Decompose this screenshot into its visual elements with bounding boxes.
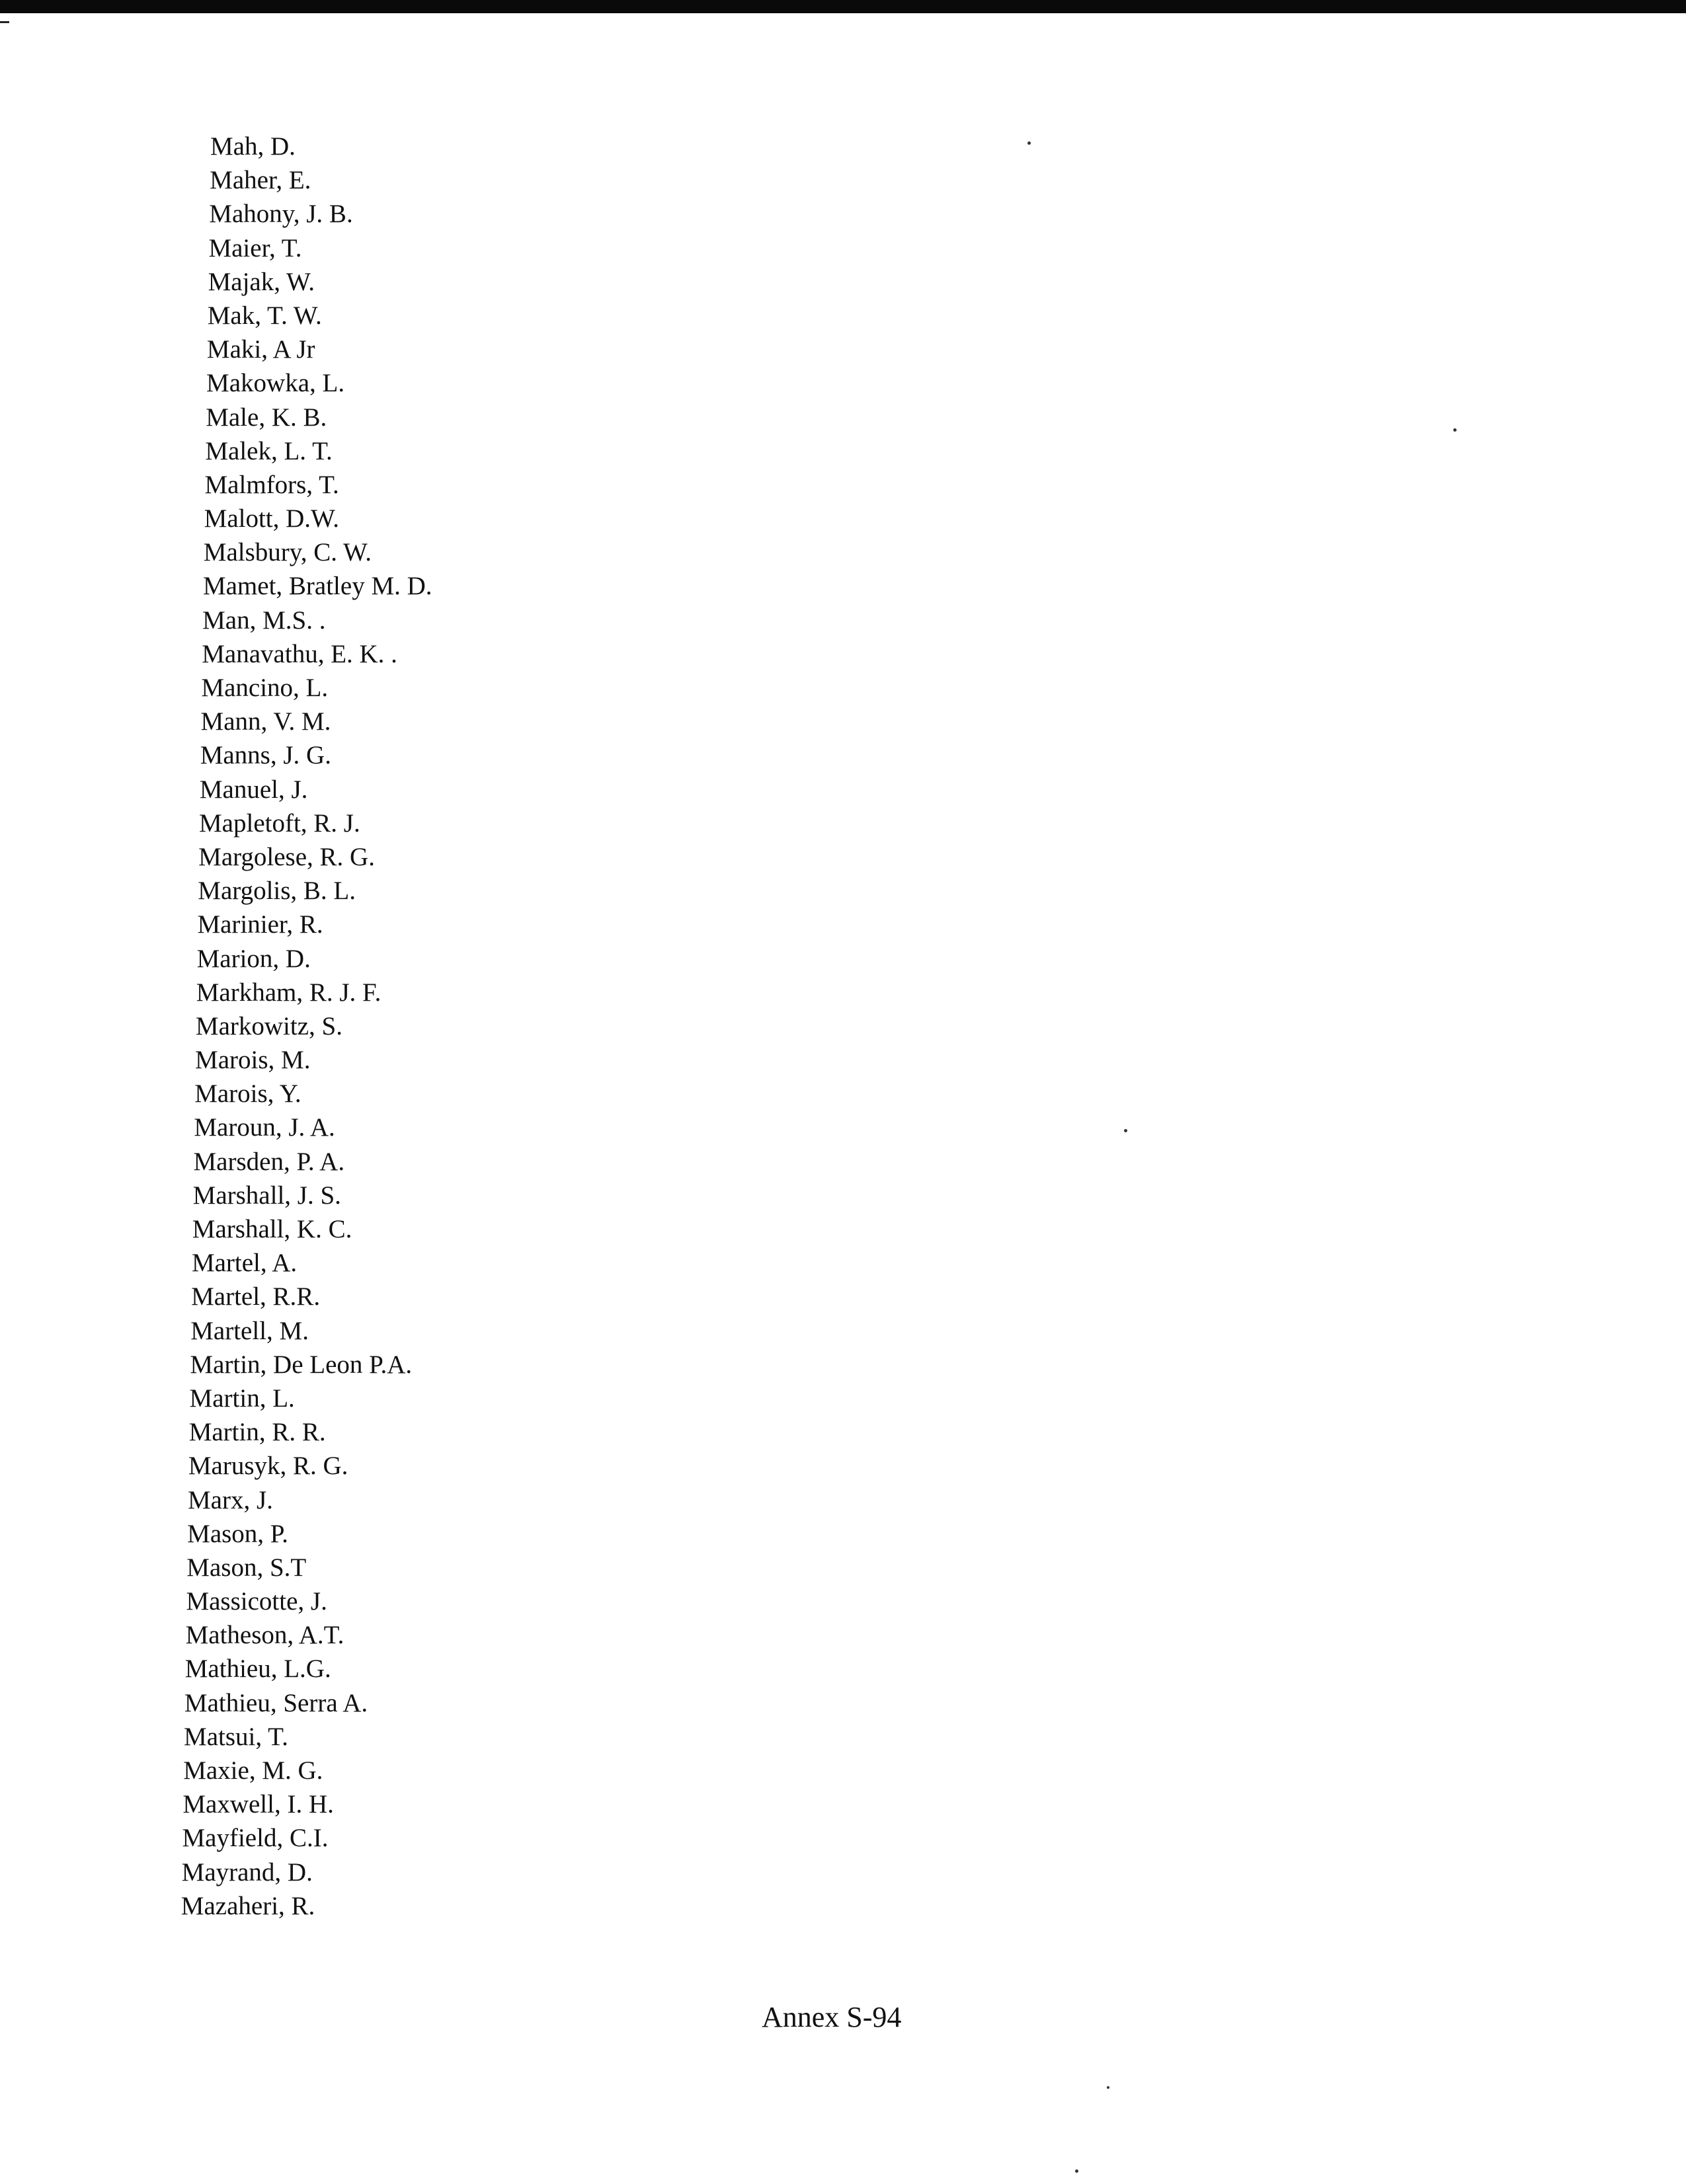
list-item: Manuel, J. xyxy=(199,775,308,804)
scan-speck xyxy=(1027,141,1031,145)
list-item: Mak, T. W. xyxy=(207,301,322,330)
list-item: Markham, R. J. F. xyxy=(196,978,381,1007)
list-item: Man, M.S. . xyxy=(202,605,326,635)
list-item: Marusyk, R. G. xyxy=(188,1452,348,1481)
list-item: Mason, S.T xyxy=(186,1553,307,1582)
list-item: Mamet, Bratley M. D. xyxy=(202,572,432,601)
list-item: Martin, R. R. xyxy=(188,1418,326,1447)
list-item: Mayfield, C.I. xyxy=(182,1824,329,1853)
list-item: Markowitz, S. xyxy=(195,1011,342,1040)
list-item: Marsden, P. A. xyxy=(193,1147,345,1176)
list-item: Mancino, L. xyxy=(201,674,329,702)
scan-speck xyxy=(1124,1129,1127,1132)
list-item: Martin, L. xyxy=(189,1384,295,1413)
list-item: Massicotte, J. xyxy=(186,1587,327,1616)
list-item: Mah, D. xyxy=(210,132,296,161)
list-item: Mason, P. xyxy=(187,1519,288,1548)
list-item: Manns, J. G. xyxy=(200,741,331,770)
list-item: Martell, M. xyxy=(190,1316,309,1345)
list-item: Malott, D.W. xyxy=(204,504,340,533)
list-item: Majak, W. xyxy=(208,267,315,296)
list-item: Malsbury, C. W. xyxy=(203,538,372,567)
list-item: Marx, J. xyxy=(188,1485,273,1514)
list-item: Marshall, K. C. xyxy=(192,1215,352,1243)
list-item: Maroun, J. A. xyxy=(194,1113,335,1142)
list-item: Marion, D. xyxy=(196,944,311,973)
list-item: Mathieu, L.G. xyxy=(184,1655,331,1684)
list-item: Martel, R.R. xyxy=(191,1282,321,1311)
list-item: Martel, A. xyxy=(191,1249,298,1278)
scan-speck xyxy=(1453,428,1457,432)
list-item: Male, K. B. xyxy=(206,403,327,432)
scan-corner-mark xyxy=(0,21,9,23)
list-item: Mahony, J. B. xyxy=(209,200,353,229)
list-item: Matheson, A.T. xyxy=(185,1621,344,1650)
list-item: Marois, Y. xyxy=(194,1079,301,1109)
list-item: Maki, A Jr xyxy=(206,335,315,364)
list-item: Marinier, R. xyxy=(197,910,323,939)
list-item: Marshall, J. S. xyxy=(192,1181,341,1210)
list-item: Malek, L. T. xyxy=(205,436,333,465)
list-item: Makowka, L. xyxy=(206,369,345,398)
list-item: Margolis, B. L. xyxy=(198,877,356,906)
list-item: Mazaheri, R. xyxy=(181,1891,315,1920)
list-item: Maxie, M. G. xyxy=(183,1756,323,1785)
list-item: Maher, E. xyxy=(210,166,311,195)
list-item: Maier, T. xyxy=(208,233,302,262)
list-item: Margolese, R. G. xyxy=(198,842,375,871)
list-item: Martin, De Leon P.A. xyxy=(190,1350,413,1379)
list-item: Maxwell, I. H. xyxy=(182,1790,334,1819)
list-item: Mathieu, Serra A. xyxy=(184,1688,368,1717)
list-item: Manavathu, E. K. . xyxy=(202,639,397,668)
scan-speck xyxy=(1107,2086,1109,2089)
list-item: Matsui, T. xyxy=(184,1722,288,1751)
scan-speck xyxy=(1075,2169,1078,2173)
list-item: Marois, M. xyxy=(195,1046,311,1075)
scan-top-border xyxy=(0,0,1686,13)
list-item: Mann, V. M. xyxy=(200,707,331,736)
author-name-list xyxy=(180,130,775,1923)
list-item: Mapletoft, R. J. xyxy=(199,808,360,838)
list-item: Malmfors, T. xyxy=(204,470,339,499)
list-item: Mayrand, D. xyxy=(181,1857,313,1887)
annex-page-label: Annex S-94 xyxy=(762,2001,902,2033)
